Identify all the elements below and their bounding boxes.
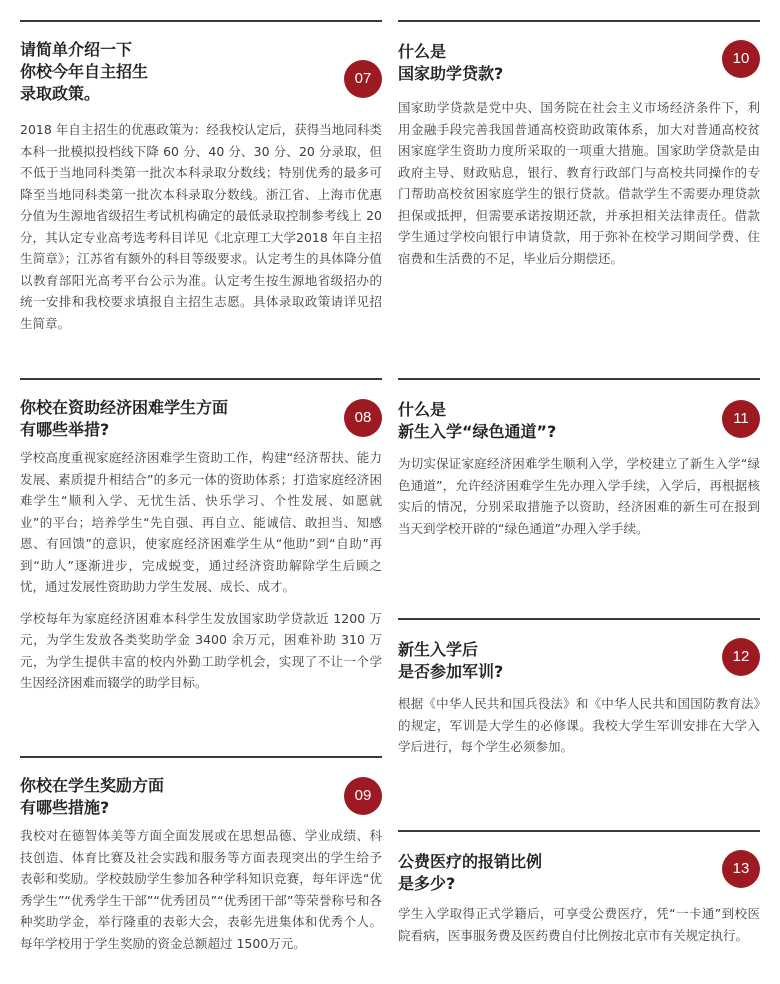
faq-item-10 bbox=[398, 20, 760, 279]
question-title: 你校在学生奖励方面 有哪些措施? bbox=[20, 776, 165, 817]
divider bbox=[398, 618, 760, 620]
number-badge: 10 bbox=[722, 40, 760, 78]
answer-paragraph: 根据《中华人民共和国兵役法》和《中华人民共和国国防教育法》的规定，军训是大学生的必修课。我校大学生军训安排在大学入学后进行，每个学生必须参加。 bbox=[398, 696, 760, 754]
answer-paragraph: 我校对在德智体美等方面全面发展或在思想品德、学业成绩、科技创造、体育比赛及社会实践和服务等方面表现突出的学生给予表彰和奖励。学校鼓励学生参加各种学科知识竞赛，每年评选“优秀学生”“优秀学生干部”“优秀团员”“优秀团干部”等荣誉称号和各种奖助学金，举行隆重的表彰大会，表彰先进集体和优秀个人。每年学校用于学生奖励的资金总额超过 1500万元。 bbox=[20, 828, 382, 951]
faq-item-12 bbox=[398, 618, 760, 768]
number-badge: 07 bbox=[344, 60, 382, 98]
divider bbox=[20, 756, 382, 758]
question-title: 什么是 新生入学“绿色通道”? bbox=[398, 400, 557, 441]
number-badge: 12 bbox=[722, 638, 760, 676]
number-badge: 11 bbox=[722, 400, 760, 438]
number-badge: 13 bbox=[722, 850, 760, 888]
answer-paragraph: 学校每年为家庭经济困难本科学生发放国家助学贷款近 1200 万元，为学生发放各类奖助学金 3400 余万元，困难补助 310 万元，为学生提供丰富的校内外勤工助学机会，实现了不让一个学生因经济困难而辍学的助学目标。 bbox=[20, 610, 382, 690]
question-title: 请简单介绍一下 你校今年自主招生 录取政策。 bbox=[20, 40, 149, 103]
divider bbox=[20, 378, 382, 380]
divider bbox=[398, 830, 760, 832]
question-title: 什么是 国家助学贷款? bbox=[398, 42, 504, 83]
number-badge: 09 bbox=[344, 777, 382, 815]
faq-item-08 bbox=[20, 378, 382, 704]
answer-paragraph: 国家助学贷款是党中央、国务院在社会主义市场经济条件下，利用金融手段完善我国普通高校资助政策体系，加大对普通高校贫困家庭学生资助力度所采取的一项重大措施。国家助学贷款是由政府主导、财政贴息，银行、教育行政部门与高校共同操作的专门帮助高校贫困家庭学生的银行贷款。借款学生不需要办理贷款担保或抵押，但需要承诺按期还款，并承担相关法律责任。借款学生通过学校向银行申请贷款，用于弥补在校学习期间学费、住宿费和生活费的不足，毕业后分期偿还。 bbox=[398, 100, 760, 266]
divider bbox=[20, 20, 382, 22]
answer-paragraph: 为切实保证家庭经济困难学生顺利入学，学校建立了新生入学“绿色通道”，允许经济困难学生先办理入学手续，入学后，再根据核实后的情况，分别采取措施予以资助，经济困难的新生可在报到当天到学校开辟的“绿色通道”办理入学手续。 bbox=[398, 456, 760, 536]
faq-item-07 bbox=[20, 20, 382, 344]
divider bbox=[398, 378, 760, 380]
faq-item-11 bbox=[398, 378, 760, 549]
answer-paragraph: 2018 年自主招生的优惠政策为：经我校认定后，获得当地同科类本科一批模拟投档线下降 60 分、40 分、30 分、20 分录取，但不低于当地同科类第一批次本科录取分数线；特别优秀的最多可降至当地同科类第一批次本科录取分数线。浙江省、上海市优惠分值为生源地省级招生考试机构确定的最低录取控制参考线上 20 分，其认定专业高考选考科目详见《北京理工大学2018 年自主招生简章》；江苏省有额外的科目等级要求。认定考生的具体降分值以教育部阳光高考平台公示为准。认定考生按生源地省级招办的统一安排和我校要求填报自主招生志愿。具体录取政策请详见招生简章。 bbox=[20, 122, 382, 331]
faq-item-13 bbox=[398, 830, 760, 956]
faq-item-09 bbox=[20, 756, 382, 964]
question-title: 公费医疗的报销比例 是多少? bbox=[398, 852, 543, 893]
divider bbox=[398, 20, 760, 22]
answer-paragraph: 学生入学取得正式学籍后，可享受公费医疗，凭“一卡通”到校医院看病，医事服务费及医药费自付比例按北京市有关规定执行。 bbox=[398, 906, 760, 943]
question-title: 你校在资助经济困难学生方面 有哪些举措? bbox=[20, 398, 229, 439]
number-badge: 08 bbox=[344, 399, 382, 437]
question-title: 新生入学后 是否参加军训? bbox=[398, 640, 504, 681]
answer-paragraph: 学校高度重视家庭经济困难学生资助工作，构建“经济帮扶、能力发展、素质提升相结合”的多元一体的资助体系；打造家庭经济困难学生“顺利入学、无忧生活、快乐学习、个性发展、如愿就业”的平台；培养学生“先自强、再自立、能诚信、敢担当、知感恩、有回馈”的意识，使家庭经济困难学生从“他助”到“自助”再到“助人”逐渐进步，完成蜕变，通过经济资助解除学生后顾之忧，通过发展性资助助力学生发展、成长、成才。 bbox=[20, 450, 382, 594]
